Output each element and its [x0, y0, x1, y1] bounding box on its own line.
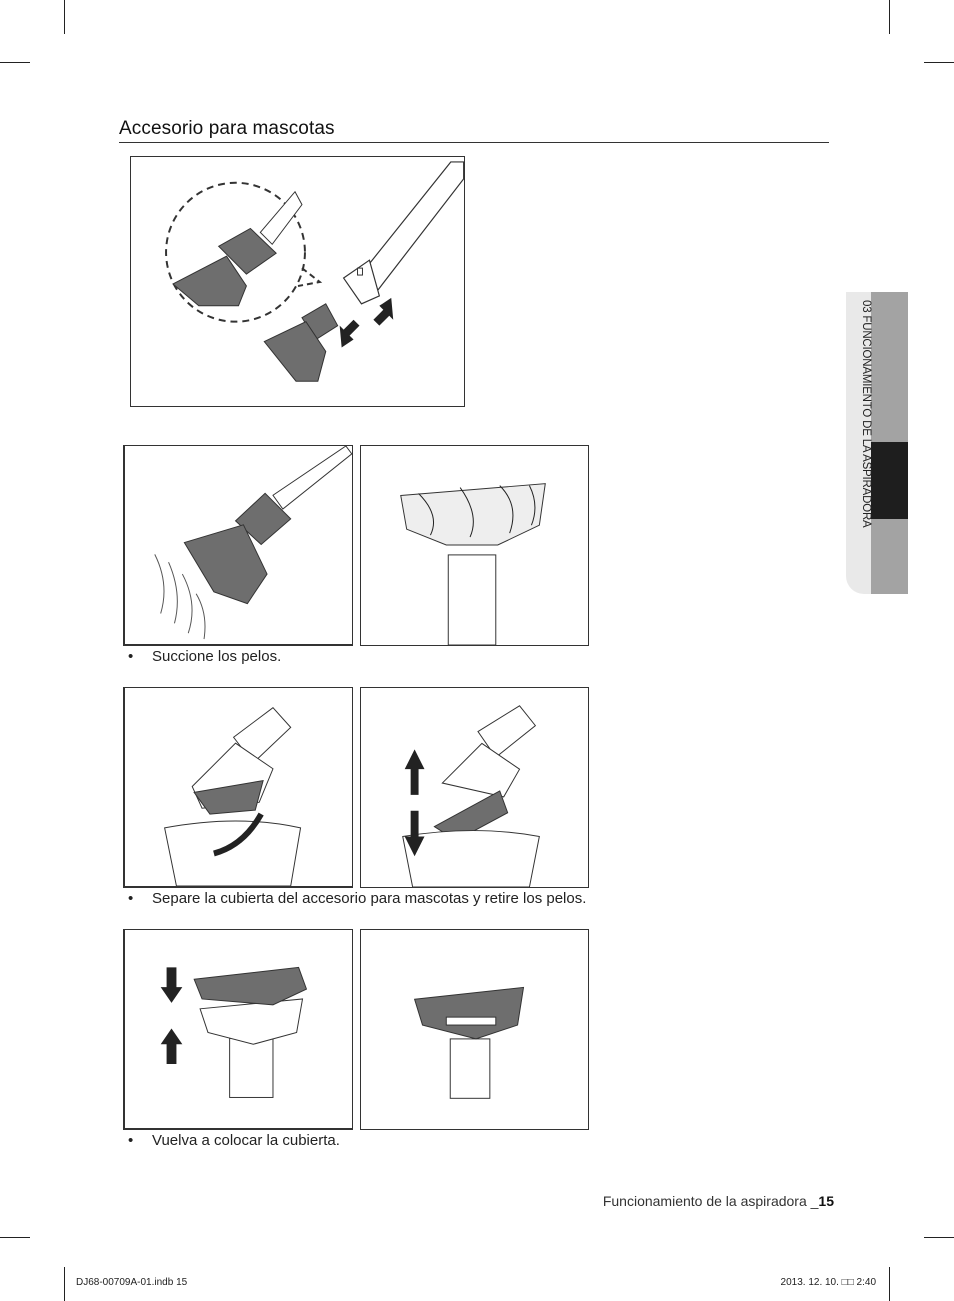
crop-mark [924, 62, 954, 63]
step-bullet-3 [128, 1132, 340, 1149]
side-tab-label: 03 FUNCIONAMIENTO DE LA ASPIRADORA [860, 300, 872, 528]
figure-replace-cover [123, 929, 353, 1130]
title-rule [119, 142, 829, 143]
crop-mark [889, 1267, 890, 1301]
figure-vacuum-hair [123, 445, 353, 646]
crop-mark [64, 1267, 65, 1301]
side-tab-block [871, 519, 908, 594]
figure-attach-tool [130, 156, 465, 407]
slug-file: DJ68-00709A-01.indb 15 [76, 1277, 188, 1288]
figure-cover-attached [360, 929, 589, 1130]
step-text-3: Vuelva a colocar la cubierta. [152, 1132, 340, 1149]
step-bullet-2 [128, 890, 586, 907]
crop-mark [0, 62, 30, 63]
page-footer [603, 1193, 834, 1209]
crop-mark [64, 0, 65, 34]
side-tab-current-block [871, 442, 908, 519]
bullet-dot: • [128, 648, 134, 665]
bullet-dot: • [128, 890, 134, 907]
slug-date: 2013. 12. 10. □□ 2:40 [780, 1277, 876, 1288]
page-number: 15 [818, 1193, 834, 1209]
step-text-1: Succione los pelos. [152, 648, 282, 665]
step-bullet-1 [128, 648, 281, 665]
crop-mark [924, 1237, 954, 1238]
footer-chapter: Funcionamiento de la aspiradora _ [602, 1193, 819, 1209]
figure-hair-in-brush [360, 445, 589, 646]
section-title: Accesorio para mascotas [119, 118, 335, 139]
figure-remove-cover [123, 687, 353, 888]
chapter-side-tab [846, 292, 908, 594]
side-tab-block [871, 292, 908, 442]
step-text-2: Separe la cubierta del accesorio para mascotas y retire los pelos. [152, 890, 587, 907]
crop-mark [0, 1237, 30, 1238]
bullet-dot: • [128, 1132, 134, 1149]
crop-mark [889, 0, 890, 34]
figure-cover-into-bin [360, 687, 589, 888]
